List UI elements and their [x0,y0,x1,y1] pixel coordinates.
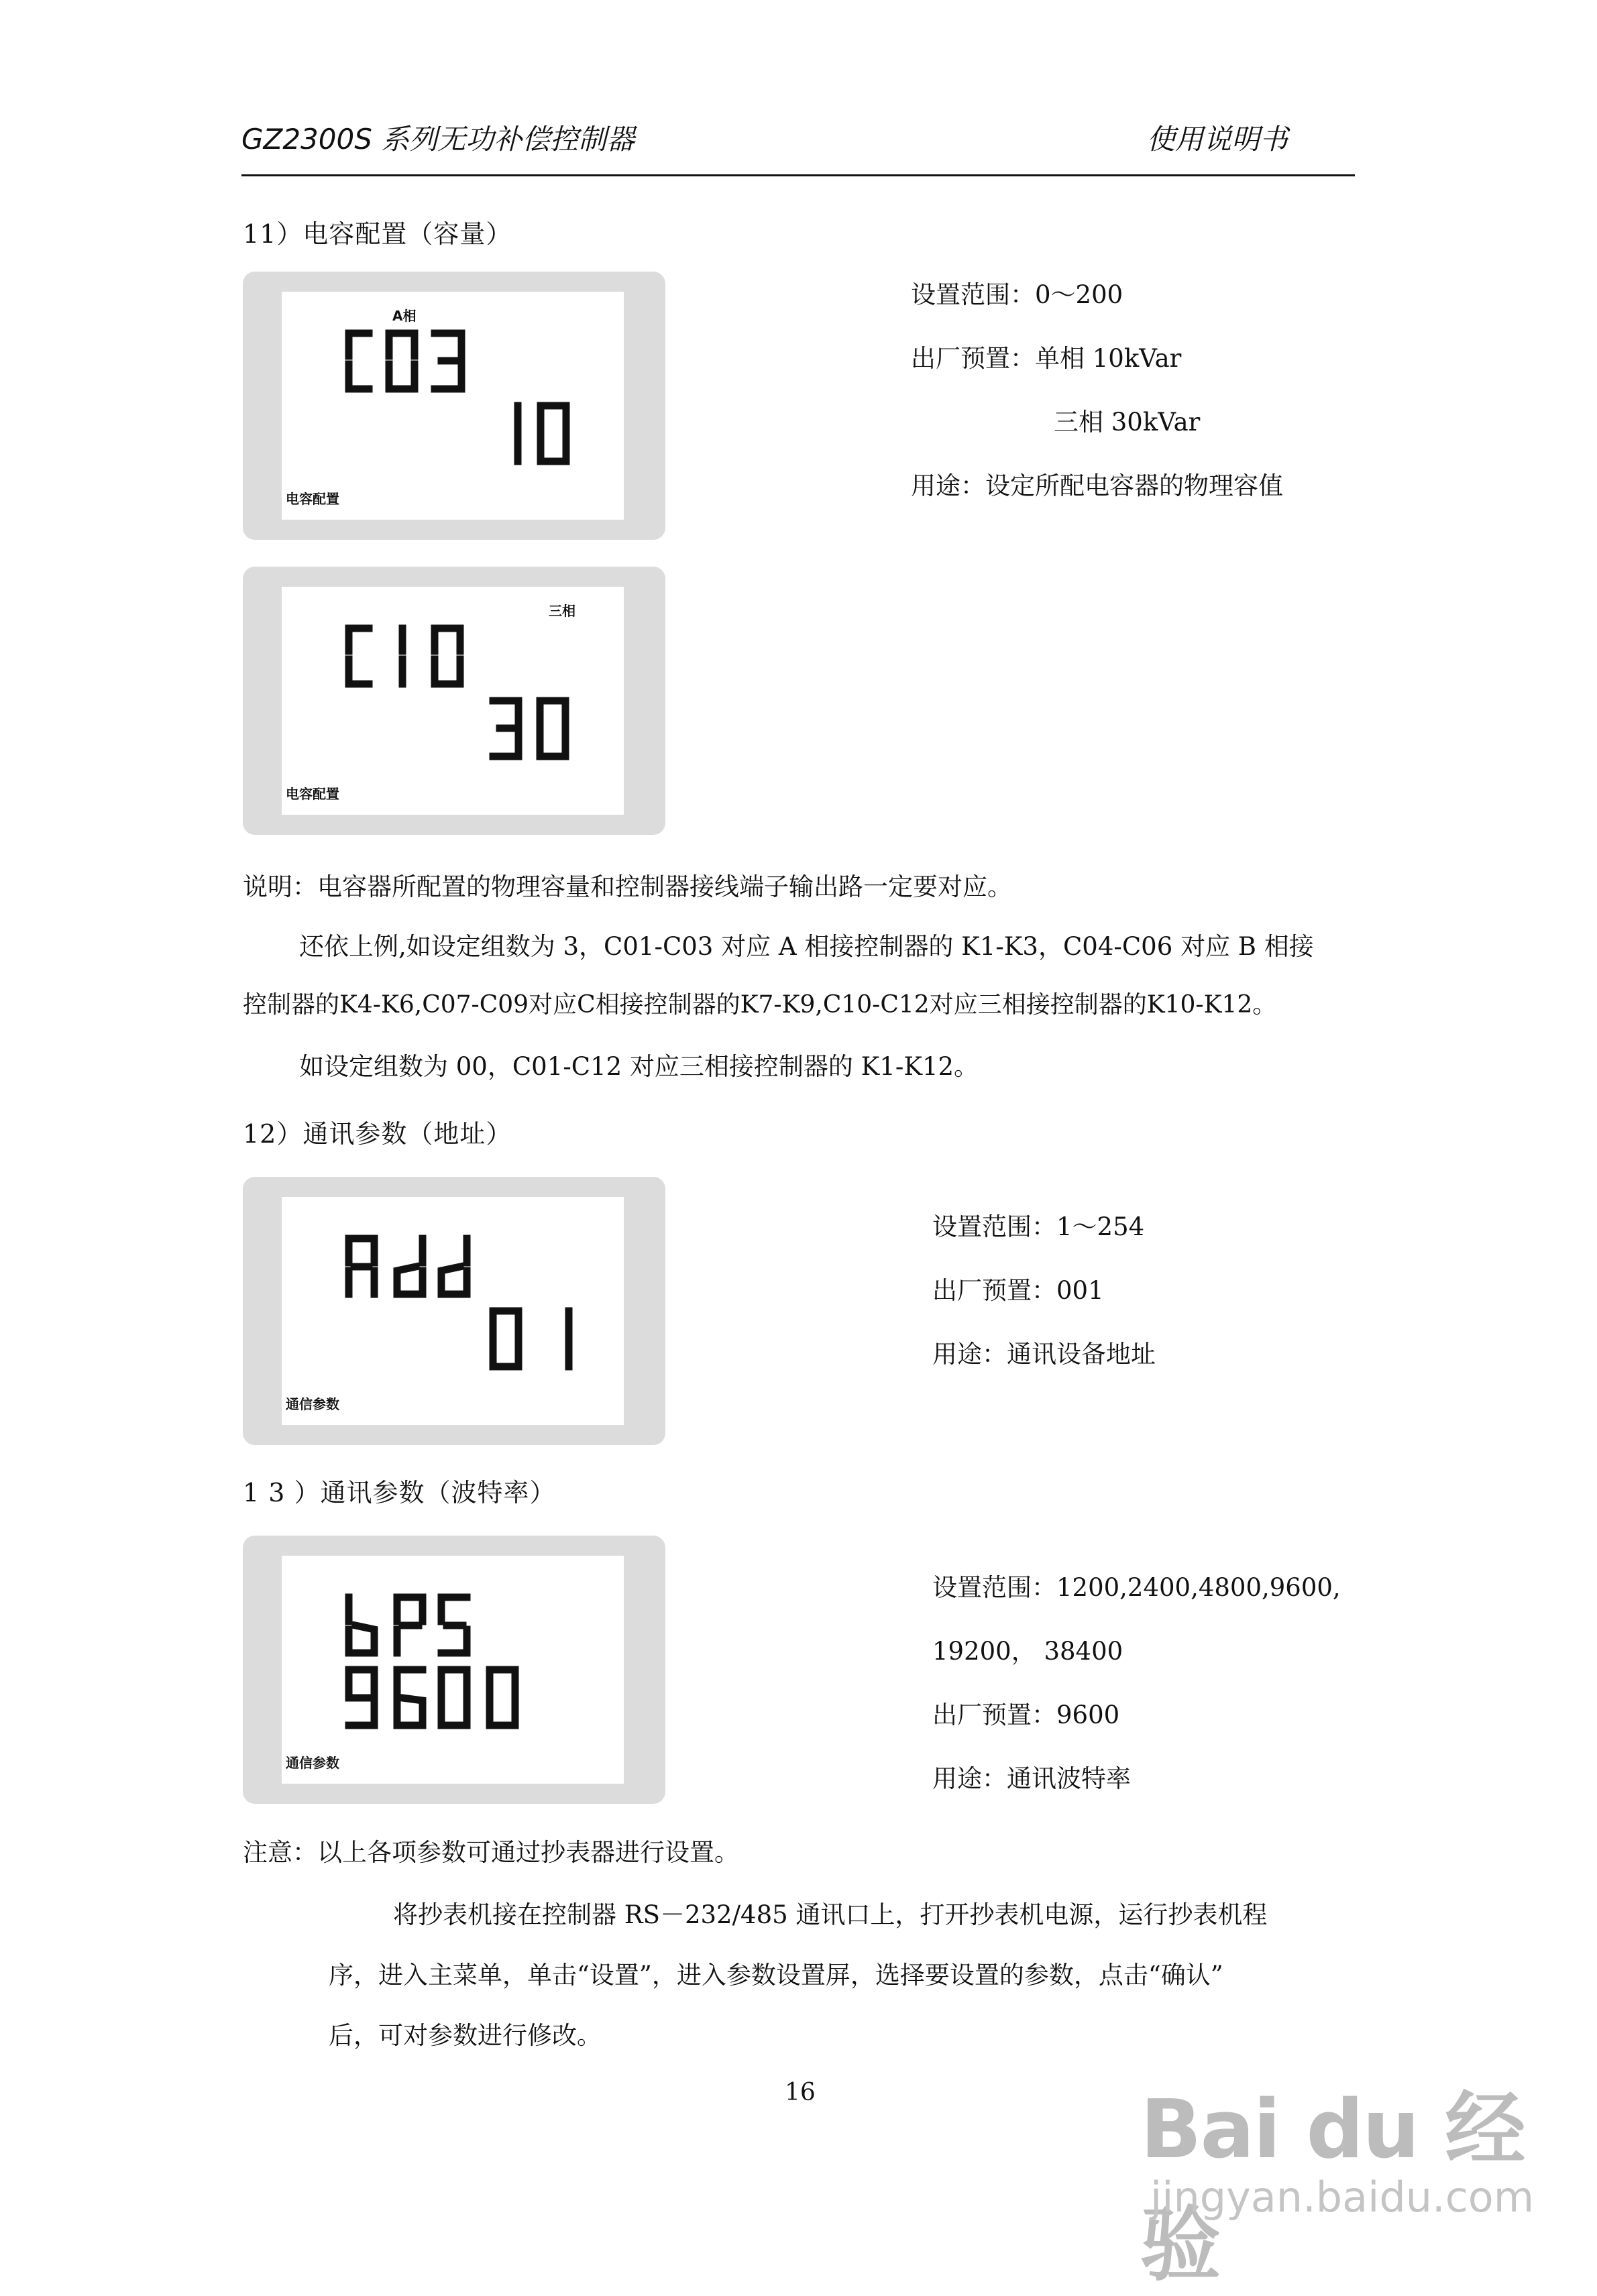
section-13-info [932,1556,1341,1811]
lcd-digits-c10 [282,587,624,815]
header-title: GZ2300S 系列无功补偿控制器 [241,123,635,156]
factory-default: 出厂预置：9600 [932,1701,1120,1729]
section-11-para2: 如设定组数为 00，C01-C12 对应三相接控制器的 K1-K12。 [299,1052,979,1081]
section-11-para1-cont: 控制器的K4-K6,C07-C09对应C相接控制器的K7-K9,C10-C12对应三相接控制器的K10-K12。 [243,991,1277,1019]
lcd-panel-address [243,1177,665,1445]
notice-line-1: 将抄表机接在控制器 RS－232/485 通讯口上，打开抄表机电源，运行抄表机程 [393,1900,1268,1929]
setting-range: 设置范围：1200,2400,4800,9600, [932,1573,1341,1602]
notice-title: 注意：以上各项参数可通过抄表器进行设置。 [243,1838,739,1867]
setting-range-cont: 19200， 38400 [932,1637,1123,1666]
lcd-mode-label: 电容配置 [286,786,339,802]
header-doc-type: 使用说明书 [1146,123,1288,156]
lcd-screen [282,1197,624,1425]
notice-line-2: 序，进入主菜单，单击“设置”，进入参数设置屏，选择要设置的参数，点击“确认” [329,1961,1223,1990]
section-11-para1: 还依上例,如设定组数为 3，C01-C03 对应 A 相接控制器的 K1-K3，C04-C06 对应 B 相接 [299,932,1314,961]
watermark-url: jingyan.baidu.com [1150,2173,1535,2222]
baidu-jingyan-watermark-logo: Bai du 经验 [1140,2083,1525,2292]
factory-default: 出厂预置：001 [932,1276,1104,1305]
setting-range: 设置范围：1～254 [932,1212,1145,1241]
usage: 用途：通讯波特率 [932,1764,1131,1793]
usage: 用途：设定所配电容器的物理容值 [911,471,1283,500]
lcd-panel-baudrate [243,1536,665,1804]
page-header [241,111,1355,158]
lcd-phase-tag: 三相 [549,603,575,619]
setting-range: 设置范围：0～200 [911,280,1123,309]
lcd-screen [282,587,624,815]
lcd-mode-label: 电容配置 [286,491,339,507]
header-divider [241,174,1355,176]
section-11-note: 说明：电容器所配置的物理容量和控制器接线端子输出路一定要对应。 [243,872,1012,901]
lcd-panel-c03 [243,272,665,540]
lcd-mode-label: 通信参数 [286,1396,339,1412]
factory-default: 出厂预置：单相 10kVar [911,344,1182,373]
section-11-info [911,263,1283,518]
lcd-screen [282,292,624,520]
lcd-digits-c03 [282,292,624,520]
lcd-panel-c10 [243,567,665,835]
lcd-mode-label: 通信参数 [286,1755,339,1771]
lcd-phase-tag: A相 [392,308,417,324]
page-number: 16 [785,2079,816,2106]
section-11-title: 11）电容配置（容量） [243,219,512,249]
section-12-title: 12）通讯参数（地址） [243,1119,512,1149]
section-12-info [932,1195,1156,1386]
lcd-screen [282,1556,624,1784]
lcd-digits-add [282,1197,624,1425]
section-13-title: 1 3 ）通讯参数（波特率） [243,1478,556,1507]
usage: 用途：通讯设备地址 [932,1340,1156,1369]
notice-line-3: 后，可对参数进行修改。 [329,2021,602,2050]
lcd-digits-bps [282,1556,624,1784]
factory-default-3phase: 三相 30kVar [1054,408,1201,437]
